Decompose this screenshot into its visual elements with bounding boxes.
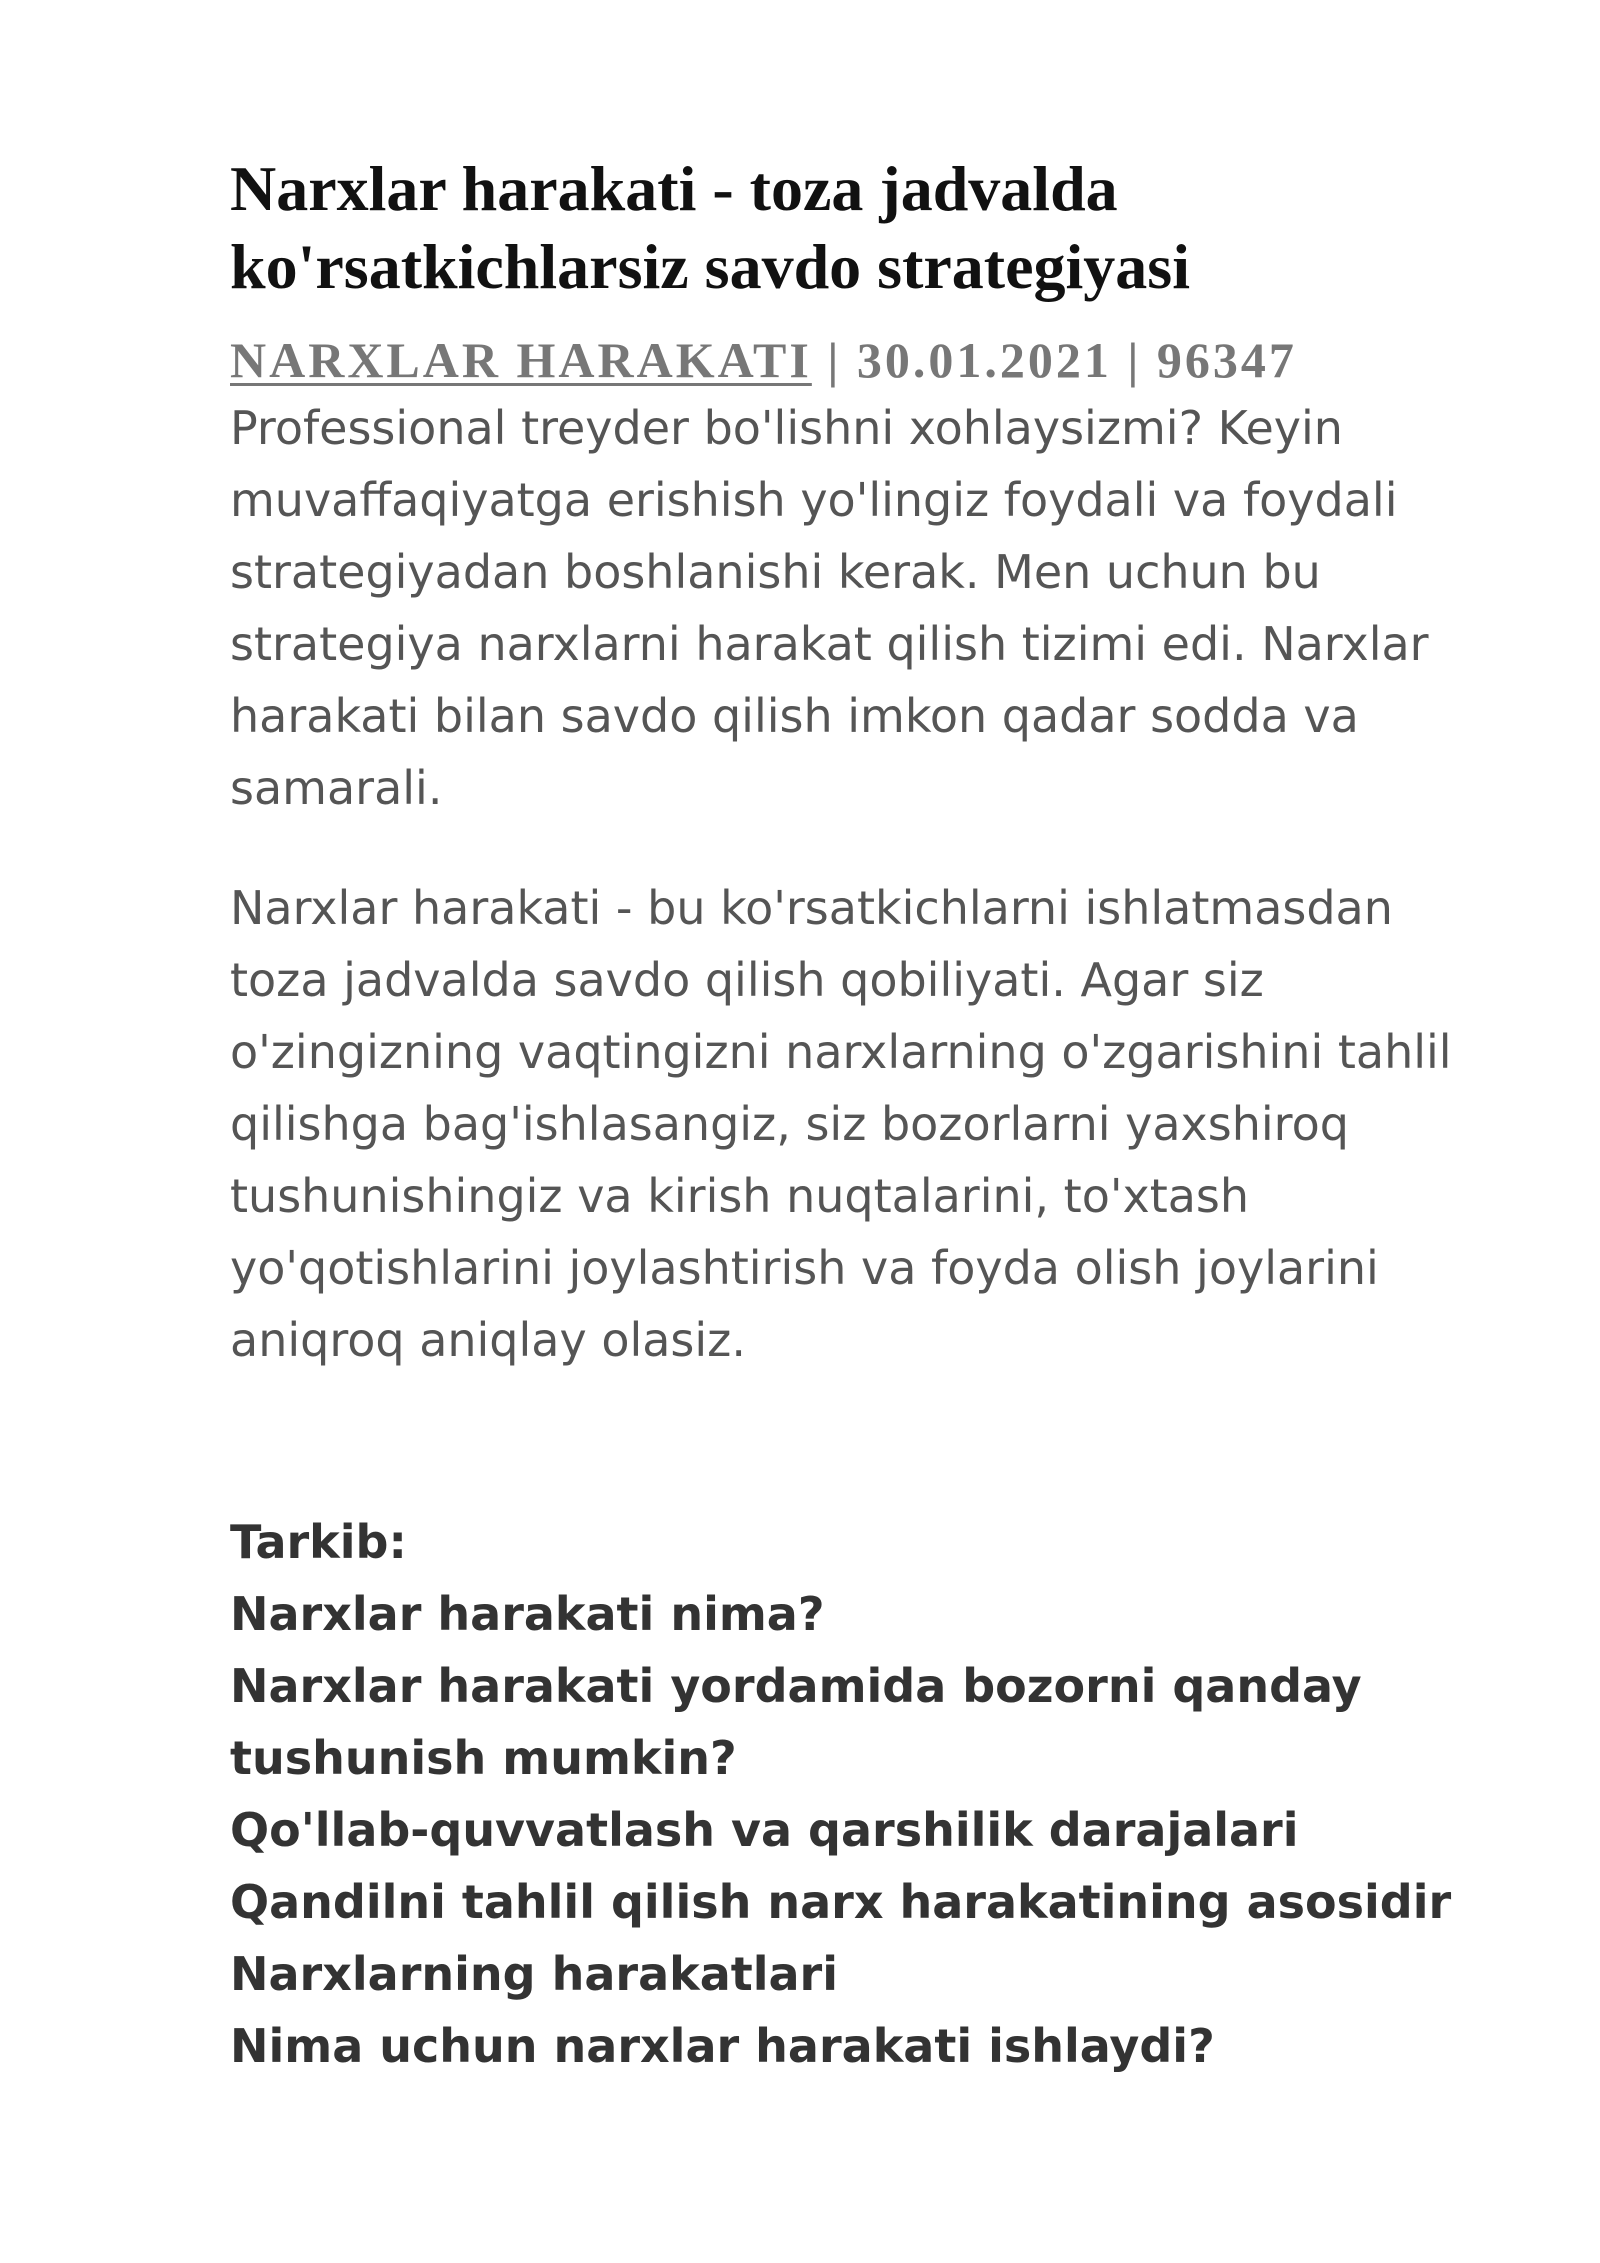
toc-item[interactable]: Narxlar harakati yordamida bozorni qanday tushunish mumkin? xyxy=(230,1659,1362,1785)
toc-item[interactable]: Narxlar harakati nima? xyxy=(230,1587,825,1641)
category-link[interactable]: NARXLAR HARAKATI xyxy=(230,332,812,388)
toc-item[interactable]: Narxlarning harakatlari xyxy=(230,1947,838,2001)
article xyxy=(230,150,1530,2082)
publish-date: 30.01.2021 xyxy=(856,332,1112,388)
body-paragraph: Narxlar harakati - bu ko'rsatkichlarni ishlatmasdan toza jadvalda savdo qilish qobiliyati. Agar siz o'zingizning vaqtingizni narxlarning o'zgarishini tahlil qilishga bag'ishlasangiz, siz bozorlarni yaxshiroq tushunishingiz va kirish nuqtalarini, to'xtash yo'qotishlarini joylashtirish va foyda olish joylarini aniqroq aniqlay olasiz. xyxy=(230,881,1452,1367)
table-of-contents xyxy=(230,1506,1490,2082)
toc-item[interactable]: Qandilni tahlil qilish narx harakatining asosidir xyxy=(230,1875,1452,1929)
view-count: 96347 xyxy=(1156,332,1297,388)
article-title: Narxlar harakati - toza jadvalda ko'rsatkichlarsiz savdo strategiyasi xyxy=(230,153,1190,302)
meta-separator: | xyxy=(1111,332,1157,388)
intro-paragraph: Professional treyder bo'lishni xohlaysizmi? Keyin muvaffaqiyatga erishish yo'lingiz foydali va foydali strategiyadan boshlanishi kerak. Men uchun bu strategiya narxlarni harakat qilish tizimi edi. Narxlar harakati bilan savdo qilish imkon qadar sodda va samarali. xyxy=(230,401,1429,815)
meta-separator: | xyxy=(811,332,857,388)
toc-list xyxy=(230,1578,1490,2082)
article-meta xyxy=(230,328,1530,392)
toc-item[interactable]: Qo'llab-quvvatlash va qarshilik darajalari xyxy=(230,1803,1299,1857)
toc-heading: Tarkib: xyxy=(230,1515,407,1569)
toc-item[interactable]: Nima uchun narxlar harakati ishlaydi? xyxy=(230,2019,1215,2073)
